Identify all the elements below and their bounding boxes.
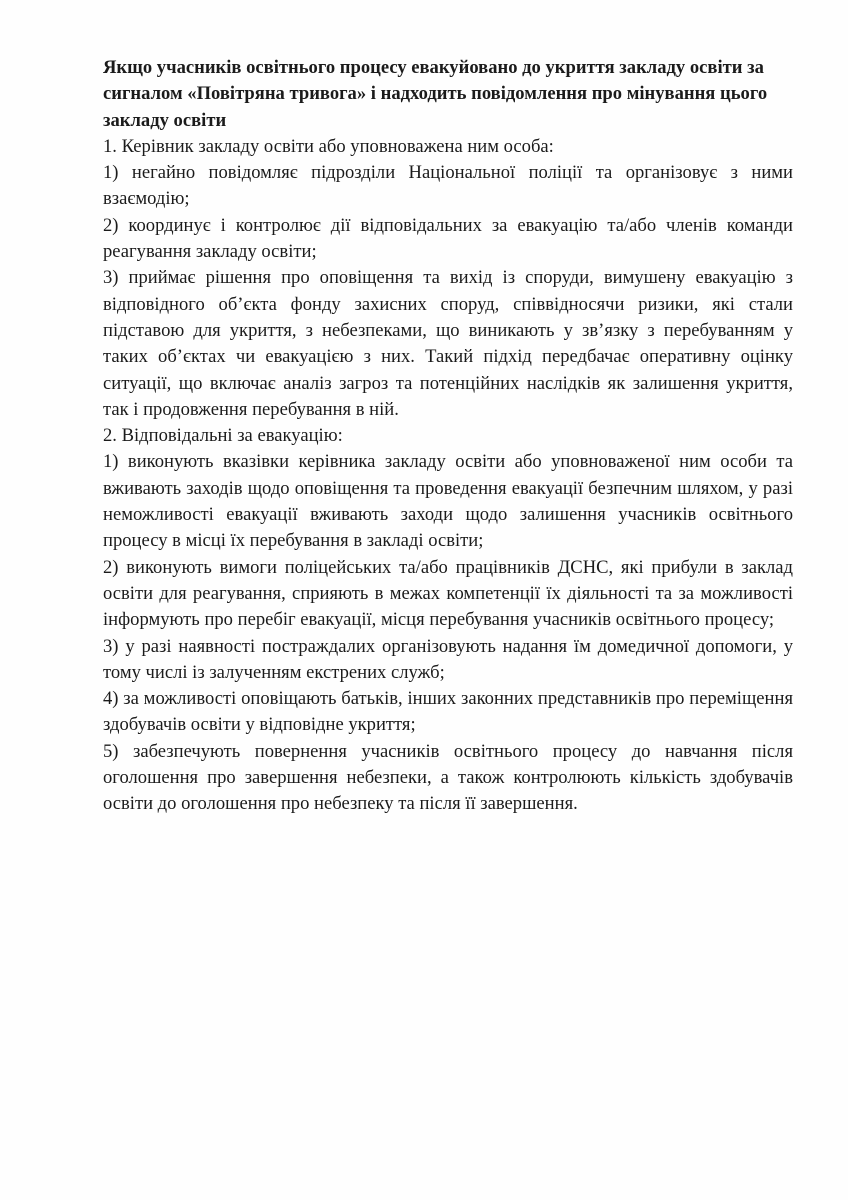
section-2-item-4: 4) за можливості оповіщають батьків, інших законних представників про переміщення здобувачів освіти у відповідне укриття;: [103, 688, 793, 736]
section-1-item-2: 2) координує і контролює дії відповідальних за евакуацію та/або членів команди реагування закладу освіти;: [103, 214, 793, 263]
section-1-item-3: 3) приймає рішення про оповіщення та вихід із споруди, вимушену евакуацію з відповідного об’єкта фонду захисних споруд, співвідносячи ризики, які стали підставою для укриття, з небезпеками, що виникають у зв’язку з перебуванням у таких об’єктах чи евакуацією з них. Такий підхід передбачає оперативну оцінку ситуації, що включає аналіз загроз та потенційних наслідків як залишення укриття, так і продовження перебування в ній.: [103, 267, 793, 420]
document-body: [103, 55, 793, 818]
section-2-title: 2. Відповідальні за евакуацію:: [103, 425, 343, 447]
section-2-item-5: 5) забезпечують повернення учасників освітнього процесу до навчання після оголошення про завершення небезпеки, а також контролюють кількість здобувачів освіти до оголошення про небезпеку та після її завершення.: [103, 740, 793, 815]
section-2-item-2: 2) виконують вимоги поліцейських та/або працівників ДСНС, які прибули в заклад освіти для реагування, сприяють в межах компетенції їх діяльності та за можливості інформують про перебіг евакуації, місця перебування учасників освітнього процесу;: [103, 556, 793, 631]
section-1-title: 1. Керівник закладу освіти або уповноважена ним особа:: [103, 135, 554, 157]
document-heading: Якщо учасників освітнього процесу евакуйовано до укриття закладу освіти за сигналом «Повітряна тривога» і надходить повідомлення про мінування цього закладу освіти: [103, 57, 768, 131]
section-2-item-1: 1) виконують вказівки керівника закладу освіти або уповноваженої ним особи та вживають заходів щодо оповіщення та проведення евакуації безпечним шляхом, у разі неможливості евакуації вживають заходи щодо залишення учасників освітнього процесу в місці їх перебування в закладі освіти;: [103, 451, 793, 552]
section-1-item-1: 1) негайно повідомляє підрозділи Національної поліції та організовує з ними взаємодію;: [103, 162, 793, 210]
section-2-item-3: 3) у разі наявності постраждалих організовують надання їм домедичної допомоги, у тому числі із залученням екстрених служб;: [103, 635, 793, 683]
